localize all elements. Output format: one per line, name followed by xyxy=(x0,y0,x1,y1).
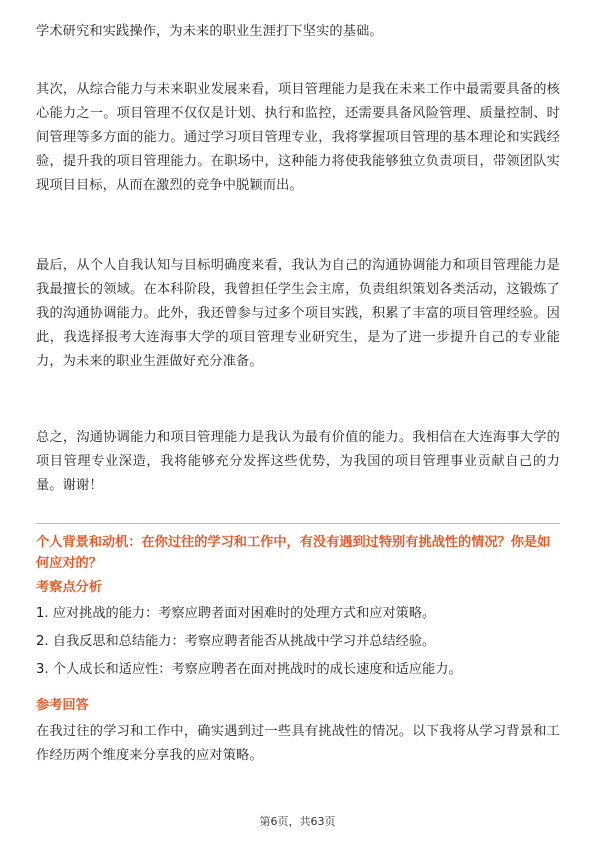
answer-heading: 参考回答 xyxy=(36,698,89,713)
page-number-footer: 第6页，共63页 xyxy=(259,815,336,828)
analysis-heading: 考察点分析 xyxy=(36,580,102,595)
interview-question: 个人背景和动机：在你过往的学习和工作中，有没有遇到过特别有挑战性的情况？你是如何应对的？ xyxy=(36,535,551,571)
paragraph-conclusion: 总之，沟通协调能力和项目管理能力是我认为最有价值的能力。我相信在大连海事大学的项目管理专业深造，我将能够充分发挥这些优势，为我国的项目管理事业贡献自己的力量。谢谢！ xyxy=(36,430,560,493)
paragraph-final-point: 最后，从个人自我认知与目标明确度来看，我认为自己的沟通协调能力和项目管理能力是我最擅长的领域。在本科阶段，我曾担任学生会主席，负责组织策划各类活动，这锻炼了我的沟通协调能力。此外，我还曾参与过多个项目实践，积累了丰富的项目管理经验。因此，我选择报考大连海事大学的项目管理专业研究生，是为了进一步提升自己的专业能力，为未来的职业生涯做好充分准备。 xyxy=(36,258,560,369)
analysis-item: 2. 自我反思和总结能力：考察应聘者能否从挑战中学习并总结经验。 xyxy=(36,634,436,649)
paragraph-second-point: 其次，从综合能力与未来职业发展来看，项目管理能力是我在未来工作中最需要具备的核心能力之一。项目管理不仅仅是计划、执行和监控，还需要具备风险管理、质量控制、时间管理等多方面的能力。通过学习项目管理专业，我将掌握项目管理的基本理论和实践经验，提升我的项目管理能力。在职场中，这种能力将使我能够独立负责项目，带领团队实现项目目标，从而在激烈的竞争中脱颖而出。 xyxy=(36,82,560,193)
answer-text: 在我过往的学习和工作中，确实遇到过一些具有挑战性的情况。以下我将从学习背景和工作经历两个维度来分享我的应对策略。 xyxy=(36,724,560,763)
section-divider xyxy=(36,523,560,524)
analysis-item: 3. 个人成长和适应性：考察应聘者在面对挑战时的成长速度和适应能力。 xyxy=(36,662,462,677)
analysis-item: 1. 应对挑战的能力：考察应聘者面对困难时的处理方式和应对策略。 xyxy=(36,606,436,621)
paragraph-intro-continuation: 学术研究和实践操作，为未来的职业生涯打下坚实的基础。 xyxy=(36,24,383,39)
